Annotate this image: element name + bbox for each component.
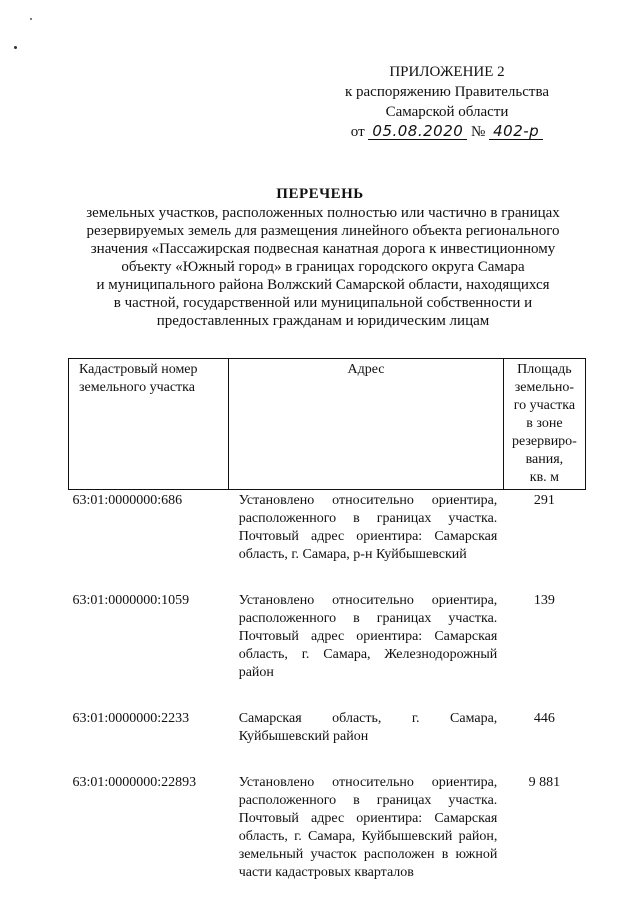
plot-address: Самарская область, г. Самара, Куйбышевский район bbox=[238, 711, 498, 744]
plot-area: 9 881 bbox=[528, 775, 561, 790]
cadastral-number: 63:01:0000000:22893 bbox=[72, 775, 197, 790]
handwritten-number: 402-р bbox=[489, 123, 543, 140]
appendix-region: Самарской области bbox=[385, 104, 509, 120]
document-title: ПЕРЕЧЕНЬ bbox=[276, 186, 364, 202]
cadastral-number: 63:01:0000000:1059 bbox=[72, 593, 190, 608]
header-cadastral: Кадастровый номер земельного участка bbox=[69, 359, 229, 490]
scan-speck bbox=[14, 46, 17, 49]
subtitle-line: и муниципального района Волжский Самарской области, находящихся bbox=[96, 277, 550, 293]
scan-speck bbox=[30, 18, 32, 20]
table-header-row bbox=[69, 359, 586, 490]
table-row bbox=[69, 774, 586, 910]
document-subtitle bbox=[68, 204, 578, 330]
land-plots-table bbox=[68, 358, 586, 910]
header-address: Адрес bbox=[229, 359, 504, 490]
subtitle-line: предоставленных гражданам и юридическим лицам bbox=[156, 313, 490, 329]
date-prefix: от bbox=[350, 124, 365, 140]
subtitle-line: резервируемых земель для размещения линейного объекта регионального bbox=[86, 223, 560, 239]
appendix-title: ПРИЛОЖЕНИЕ 2 bbox=[389, 64, 505, 80]
plot-address: Установлено относительно ориентира, расположенного в границах участка. Почтовый адрес ориентира: Самарская область, г. Самара, Железнодорожный район bbox=[238, 593, 498, 680]
subtitle-line: объекту «Южный город» в границах городского округа Самара bbox=[121, 259, 525, 275]
plot-address: Установлено относительно ориентира, расположенного в границах участка. Почтовый адрес ориентира: Самарская область, г. Самара, р-н Куйбышевский bbox=[238, 493, 498, 562]
table-row bbox=[69, 490, 586, 593]
subtitle-line: значения «Пассажирская подвесная канатная дорога к инвестиционному bbox=[90, 241, 556, 257]
plot-address: Установлено относительно ориентира, расположенного в границах участка. Почтовый адрес ориентира: Самарская область, г. Самара, Куйбышевский район, земельный участок расположен в южной части кадастровых кварталов bbox=[238, 775, 498, 880]
cadastral-number: 63:01:0000000:686 bbox=[72, 493, 183, 508]
plot-area: 139 bbox=[533, 593, 555, 608]
plot-area: 446 bbox=[533, 711, 555, 726]
header-area: Площадь земельно- го участка в зоне резервиро- вания, кв. м bbox=[503, 359, 585, 490]
appendix-date-number bbox=[332, 122, 562, 142]
number-sign: № bbox=[471, 124, 486, 140]
subtitle-line: в частной, государственной или муниципальной собственности и bbox=[113, 295, 533, 311]
cadastral-number: 63:01:0000000:2233 bbox=[72, 711, 190, 726]
plot-area: 291 bbox=[533, 493, 555, 508]
handwritten-date: 05.08.2020 bbox=[368, 123, 467, 140]
table-row bbox=[69, 592, 586, 710]
table-row bbox=[69, 710, 586, 774]
appendix-ref: к распоряжению Правительства bbox=[344, 84, 549, 100]
appendix-header bbox=[332, 62, 562, 142]
subtitle-line: земельных участков, расположенных полностью или частично в границах bbox=[86, 205, 560, 221]
